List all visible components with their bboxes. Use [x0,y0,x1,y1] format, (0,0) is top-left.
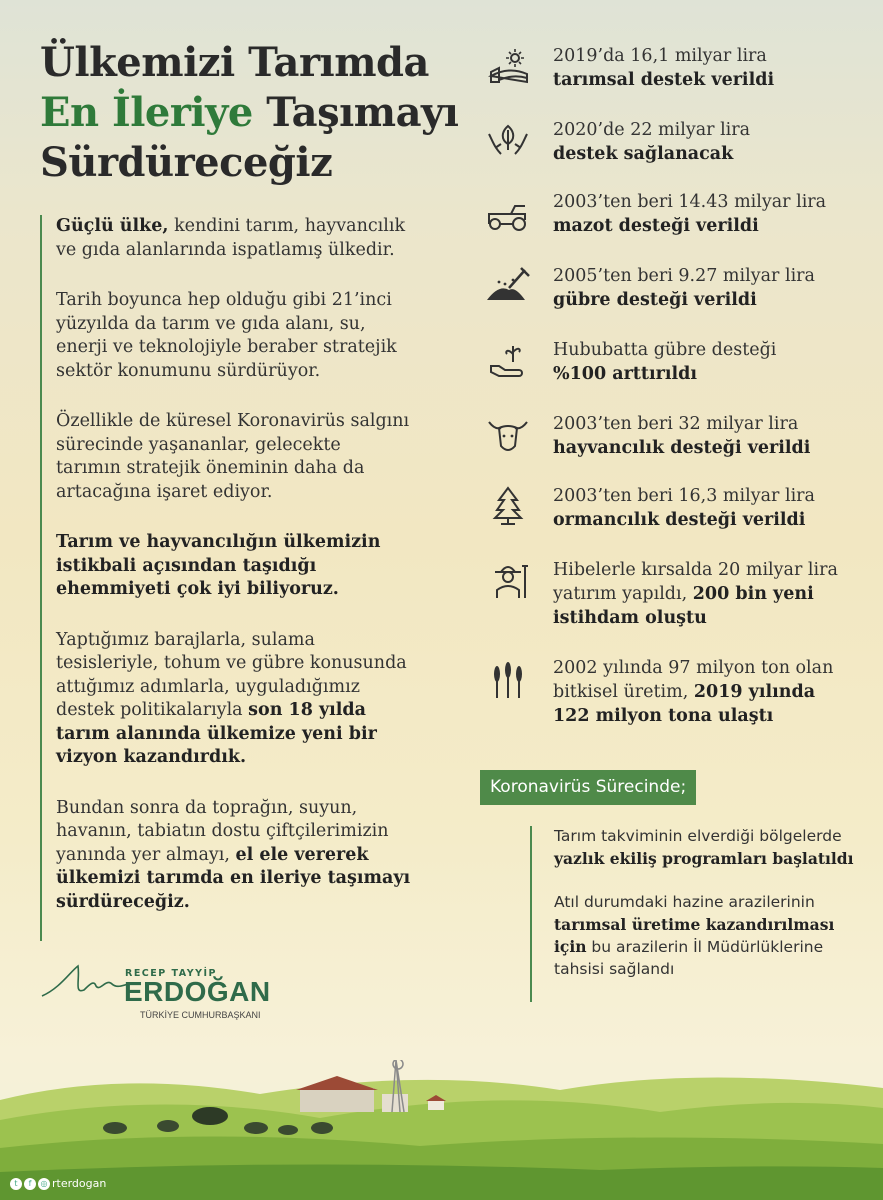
paragraph-5-bold: son 18 yılda tarım alanında ülkemize yeni bir vizyon kazandırdık. [56,700,377,767]
social-handle-text: rterdogan [52,1177,107,1190]
paragraph-5 [56,629,411,770]
stat-text [553,558,853,630]
stat-plain: 2020’de 22 milyar lira [553,120,751,140]
stat-bold: 200 bin yeni istihdam oluştu [553,584,814,628]
stat-bold: 2019 yılında 122 milyon tona ulaştı [553,682,816,726]
paragraph-2: Tarih boyunca hep olduğu gibi 21’inci yüzyılda da tarım ve gıda alanı, su, enerji ve teknolojiyle beraber stratejik sektör konumunu sürdürüyor. [56,290,397,381]
signature [40,960,280,1024]
paragraph-1-bold: Güçlü ülke, [56,216,169,236]
paragraph-1-text: kendini tarım, hayvancılık ve gıda alanlarında ispatlamış ülkedir. [56,216,406,260]
farmer-icon [485,562,531,602]
signature-title: TÜRKİYE CUMHURBAŞKANI [140,1010,261,1020]
stat-plain: 2005’ten beri 9.27 milyar lira [553,266,815,286]
stat-text [553,484,853,532]
title-line-1: Ülkemizi Tarımda [40,39,429,86]
tree-icon [485,486,531,526]
stat-bold: gübre desteği verildi [553,290,757,310]
corona-item-1-text: Tarım takviminin elverdiği bölgelerde [554,827,842,845]
stat-plain: Hibelerle kırsalda 20 milyar lira yatırım yapıldı, [553,560,838,604]
corona-heading: Koronavirüs Sürecinde; [480,770,696,805]
stat-plain: 2003’ten beri 32 milyar lira [553,414,799,434]
stat-plain: 2019’da 16,1 milyar lira [553,46,767,66]
paragraph-6 [56,797,411,915]
sprout-hand-icon [485,342,531,382]
stat-text [553,44,853,92]
signature-scribble [40,960,130,1005]
corona-item-1 [554,826,854,870]
stat-text [553,338,853,386]
cow-icon [485,416,531,456]
paragraph-6-text: Bundan sonra da toprağın, suyun, havanın, tabiatın dostu çiftçilerimizin yanında yer almayı, [56,797,389,865]
page-title [40,38,459,188]
wheat-icon [485,660,531,700]
field-sun-icon [485,46,531,86]
stat-plain: 2003’ten beri 14.43 milyar lira [553,192,827,212]
facebook-icon: f [24,1178,36,1190]
twitter-icon: t [10,1178,22,1190]
corona-item-2-bold: tarımsal üretime kazandırılması için [554,914,835,956]
corona-item-1-bold: yazlık ekiliş programları başlatıldı [554,848,854,868]
stat-plain: 2002 yılında 97 milyon ton olan bitkisel üretim, [553,658,834,702]
paragraph-3: Özellikle de küresel Koronavirüs salgını sürecinde yaşananlar, gelecekte tarımın stratejik öneminin daha da artacağına işaret ediyor. [56,411,410,502]
paragraph-5-text: Yaptığımız barajlarla, sulama tesisleriyle, tohum ve gübre konusunda attığımız adımlarla, uyguladığımız destek politikalarıyla [56,629,407,720]
title-line-3: Sürdüreceğiz [40,139,333,186]
stat-text [553,264,853,312]
signature-first-name: RECEP TAYYİP [125,968,217,979]
title-highlight: En İleriye [40,89,253,136]
fertilizer-shovel-icon [485,266,531,306]
stat-text [553,118,853,166]
stat-text [553,656,853,728]
farm-landscape-illustration [0,1060,883,1200]
plant-hands-icon [485,120,531,160]
stat-plain: Hububatta gübre desteği [553,340,777,360]
paragraph-1 [56,215,411,262]
corona-item-2 [554,892,854,980]
corona-item-2-text-end: bu arazilerin İl Müdürlüklerine tahsisi sağlandı [554,938,824,978]
paragraph-6-bold: el ele vererek ülkemizi tarımda en ileriye taşımayı sürdüreceğiz. [56,844,411,912]
stat-bold: destek sağlanacak [553,144,734,164]
left-column [40,215,411,941]
instagram-icon: ◎ [38,1178,50,1190]
signature-surname: ERDOĞAN [124,976,271,1007]
title-line-2: Taşımayı [252,89,459,136]
stat-bold: mazot desteği verildi [553,216,759,236]
social-handle [10,1177,106,1190]
tractor-icon [485,196,531,236]
stat-bold: hayvancılık desteği verildi [553,438,811,458]
paragraph-4: Tarım ve hayvancılığın ülkemizin istikbali açısından taşıdığı ehemmiyeti çok iyi biliyoruz. [56,532,381,599]
corona-list [530,826,854,1002]
stat-bold: ormancılık desteği verildi [553,510,806,530]
stat-text [553,190,853,238]
stat-plain: 2003’ten beri 16,3 milyar lira [553,486,815,506]
stat-bold: %100 arttırıldı [553,364,698,384]
corona-item-2-text: Atıl durumdaki hazine arazilerinin [554,893,815,911]
stat-bold: tarımsal destek verildi [553,70,775,90]
stat-text [553,412,853,460]
